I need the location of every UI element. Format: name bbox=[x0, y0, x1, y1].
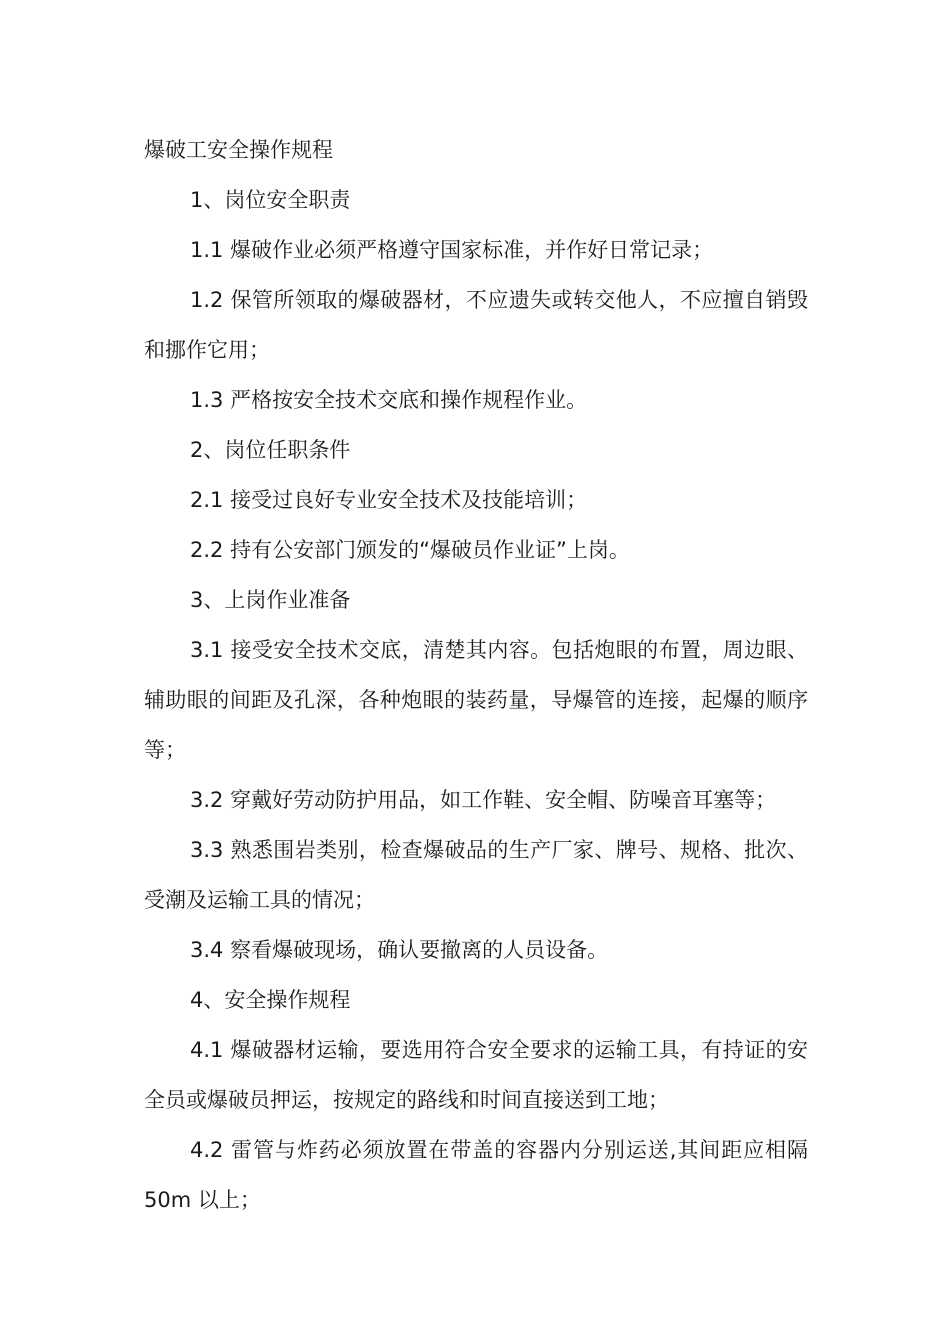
section-heading-4: 4、安全操作规程 bbox=[190, 988, 351, 1012]
paragraph-2-1: 2.1 接受过良好专业安全技术及技能培训； bbox=[190, 488, 588, 512]
section-heading-3: 3、上岗作业准备 bbox=[190, 588, 351, 612]
section-heading-2: 2、岗位任职条件 bbox=[190, 438, 351, 462]
paragraph-3-1: 3.1 接受安全技术交底，清楚其内容。包括炮眼的布置，周边眼、辅助眼的间距及孔深，各种炮眼的装药量，导爆管的连接，起爆的顺序等； bbox=[144, 638, 808, 762]
paragraph-3-2: 3.2 穿戴好劳动防护用品，如工作鞋、安全帽、防噪音耳塞等； bbox=[190, 788, 777, 812]
paragraph-4-1: 4.1 爆破器材运输，要选用符合安全要求的运输工具，有持证的安全员或爆破员押运，按规定的路线和时间直接送到工地； bbox=[144, 1038, 808, 1112]
paragraph-1-1: 1.1 爆破作业必须严格遵守国家标准，并作好日常记录； bbox=[190, 238, 714, 262]
paragraph-3-3: 3.3 熟悉围岩类别，检查爆破品的生产厂家、牌号、规格、批次、受潮及运输工具的情况； bbox=[144, 838, 808, 912]
document-body bbox=[144, 125, 815, 1225]
paragraph-1-2: 1.2 保管所领取的爆破器材，不应遗失或转交他人，不应擅自销毁和挪作它用； bbox=[144, 288, 808, 362]
paragraph-4-2: 4.2 雷管与炸药必须放置在带盖的容器内分别运送,其间距应相隔 50m 以上； bbox=[144, 1138, 815, 1212]
section-heading-1: 1、岗位安全职责 bbox=[190, 188, 351, 212]
paragraph-2-2: 2.2 持有公安部门颁发的“爆破员作业证”上岗。 bbox=[190, 538, 630, 562]
document-title: 爆破工安全操作规程 bbox=[144, 138, 333, 162]
paragraph-1-3: 1.3 严格按安全技术交底和操作规程作业。 bbox=[190, 388, 588, 412]
paragraph-3-4: 3.4 察看爆破现场，确认要撤离的人员设备。 bbox=[190, 938, 609, 962]
